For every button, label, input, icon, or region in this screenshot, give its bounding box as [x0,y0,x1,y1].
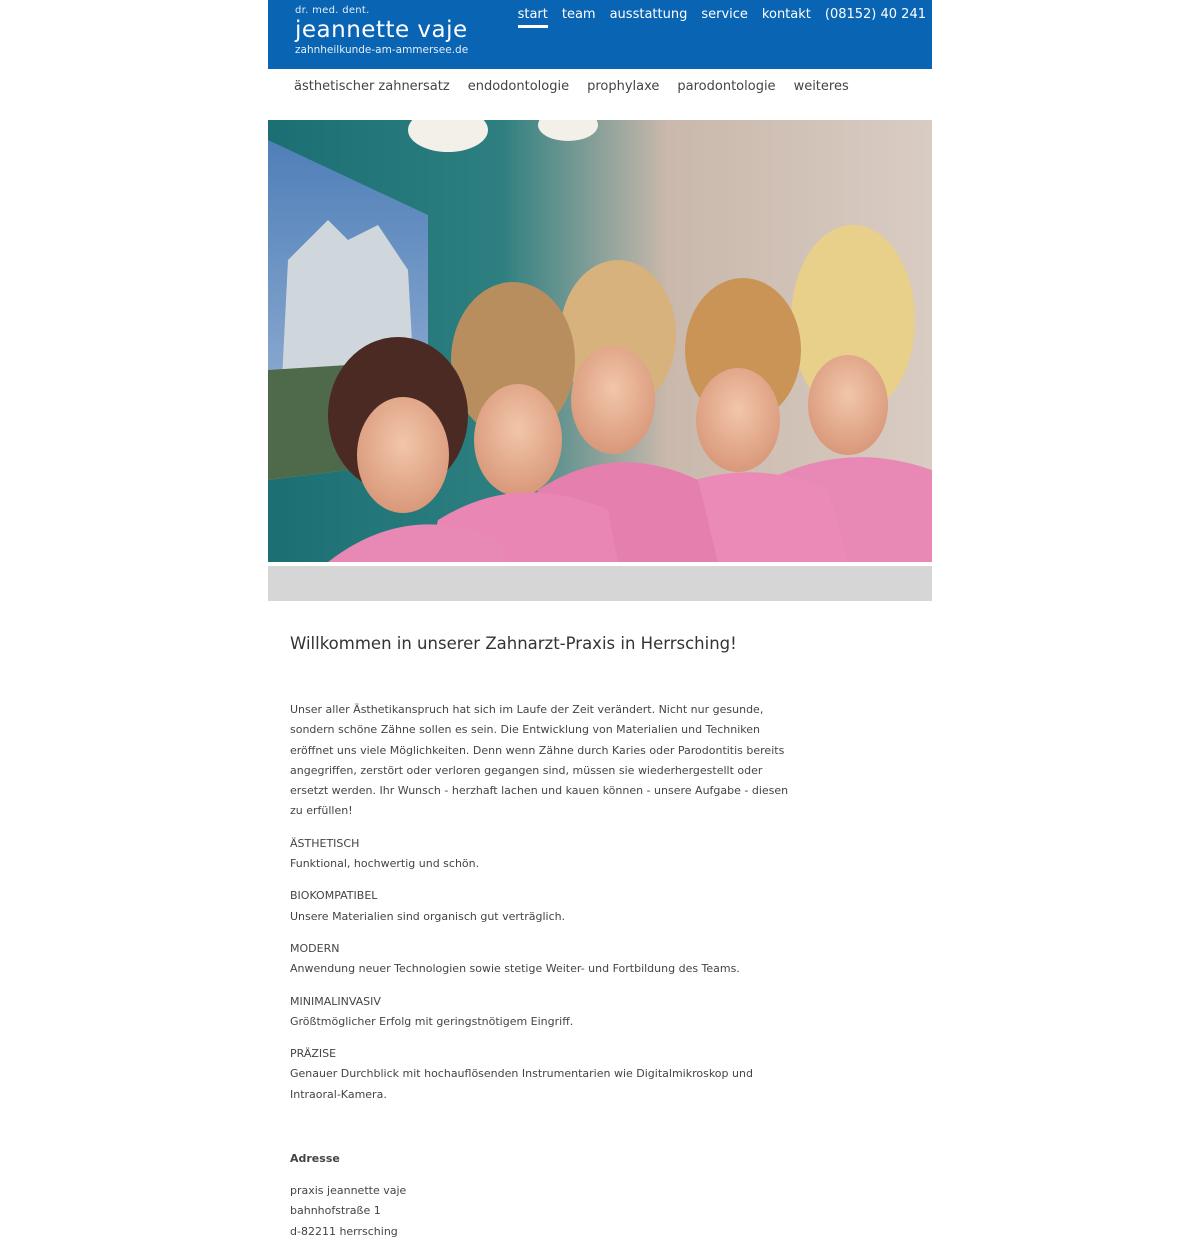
intro-text: Unser aller Ästhetikanspruch hat sich im Laufe der Zeit verändert. Nicht nur gesunde, sondern schöne Zähne sollen es sein. Die Entwicklung von Materialien und Techniken eröffnet uns viele Möglichkeiten. Denn wenn Zähne durch Karies oder Parodontitis bereits angegriffen, zerstört oder verloren gegangen sind, müssen sie wiederhergestellt oder ersetzt werden. Ihr Wunsch - herzhaft lachen und kauen können - unsere Aufgabe - diesen zu erfüllen! [290,703,789,818]
feature-praezise [290,1044,790,1105]
nav-phone[interactable]: (08152) 40 241 [824,7,926,22]
nav-kontakt[interactable]: kontakt [761,7,811,22]
feature-text: Unsere Materialien sind organisch gut verträglich. [290,909,566,923]
address-line: praxis jeannette vaje [290,1184,407,1198]
feature-modern [290,939,790,980]
subnav-weiteres[interactable]: weiteres [793,79,849,94]
feature-text: Genauer Durchblick mit hochauflösenden Instrumentarien wie Digitalmikroskop und Intraoral-Kamera. [290,1067,753,1101]
subnav-parodontologie[interactable]: parodontologie [677,79,776,94]
feature-text: Funktional, hochwertig und schön. [290,857,480,871]
hero-team-photo [268,120,932,562]
site-logo[interactable] [295,5,468,56]
address-line: bahnhofstraße 1 [290,1204,381,1218]
feature-title: MINIMALINVASIV [290,994,381,1008]
feature-text: Anwendung neuer Technologien sowie stetige Weiter- und Fortbildung des Teams. [290,962,740,976]
subnav-aesthetischer-zahnersatz[interactable]: ästhetischer zahnersatz [294,79,450,94]
page [268,0,932,1238]
subnav-prophylaxe[interactable]: prophylaxe [587,79,660,94]
hero-caption-bar [268,566,932,601]
nav-start[interactable]: start [518,7,548,28]
feature-title: PRÄZISE [290,1047,337,1061]
site-header [268,0,932,69]
address-heading: Adresse [290,1152,340,1166]
address-block [290,1181,790,1242]
feature-biokompatibel [290,886,790,927]
page-title: Willkommen in unserer Zahnarzt-Praxis in Herrsching! [290,634,737,653]
feature-title: MODERN [290,941,340,955]
feature-minimalinvasiv [290,992,790,1033]
nav-service[interactable]: service [701,7,748,22]
feature-aesthetisch [290,834,790,875]
feature-title: BIOKOMPATIBEL [290,889,378,903]
logo-name: jeannette vaje [295,17,468,43]
logo-title-prefix: dr. med. dent. [295,5,370,16]
main-nav [518,7,926,28]
nav-team[interactable]: team [561,7,596,22]
feature-text: Größtmöglicher Erfolg mit geringstnötigem Eingriff. [290,1014,574,1028]
feature-title: ÄSTHETISCH [290,836,360,850]
main-content [290,632,790,1242]
logo-url: zahnheilkunde-am-ammersee.de [295,44,469,56]
nav-ausstattung[interactable]: ausstattung [609,7,688,22]
treatment-nav [294,78,849,96]
subnav-endodontologie[interactable]: endodontologie [467,79,570,94]
address-line: d-82211 herrsching [290,1224,398,1238]
